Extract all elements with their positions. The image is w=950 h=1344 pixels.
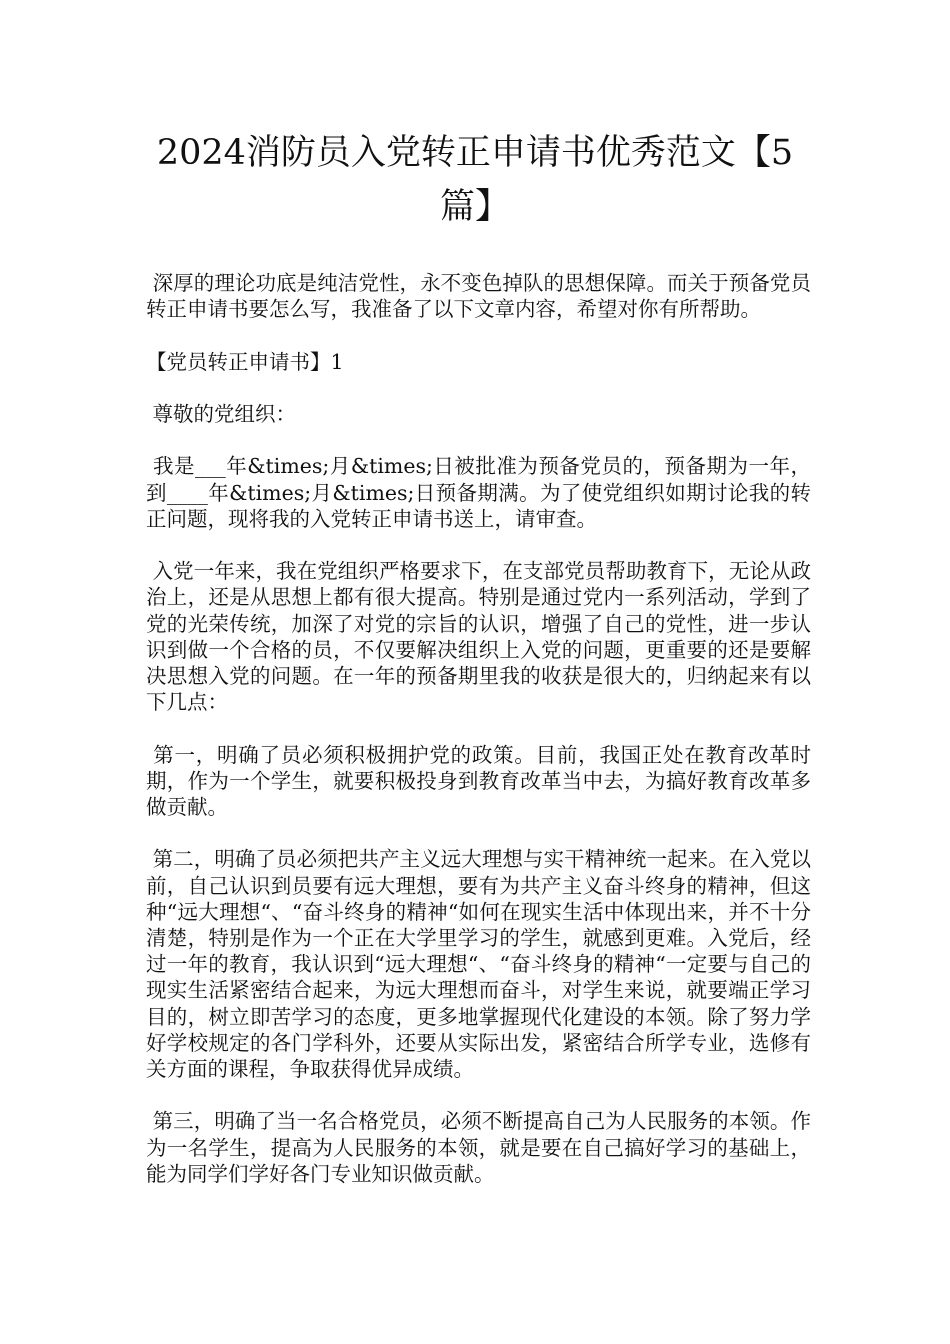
body-paragraph: 我是___年&times;月&times;日被批准为预备党员的，预备期为一年，到____年&times;月&times;日预备期满。为了使党组织如期讨论我的转正问题，现将我的入党转正申请书送上，请审查。 xyxy=(146,454,811,531)
intro-paragraph: 深厚的理论功底是纯洁党性，永不变色掉队的思想保障。而关于预备党员转正申请书要怎么写，我准备了以下文章内容，希望对你有所帮助。 xyxy=(146,271,811,322)
salutation: 尊敬的党组织： xyxy=(146,401,297,426)
body-paragraph: 第二，明确了员必须把共产主义远大理想与实干精神统一起来。在入党以前，自己认识到员要有远大理想，要有为共产主义奋斗终身的精神，但这种“远大理想“、“奋斗终身的精神“如何在现实生活中体现出来，并不十分清楚，特别是作为一个正在大学里学习的学生，就感到更难。入党后，经过一年的教育，我认识到“远大理想“、“奋斗终身的精神“一定要与自己的现实生活紧密结合起来，为远大理想而奋斗，对学生来说，就要端正学习目的，树立即苦学习的态度，更多地掌握现代化建设的本领。除了努力学好学校规定的各门学科外，还要从实际出发，紧密结合所学专业，选修有关方面的课程，争取获得优异成绩。 xyxy=(146,847,811,1081)
body-paragraph: 第三，明确了当一名合格党员，必须不断提高自己为人民服务的本领。作为一名学生，提高为人民服务的本领，就是要在自己搞好学习的基础上，能为同学们学好各门专业知识做贡献。 xyxy=(146,1109,811,1186)
body-paragraph: 入党一年来，我在党组织严格要求下，在支部党员帮助教育下，无论从政治上，还是从思想上都有很大提高。特别是通过党内一系列活动，学到了党的光荣传统，加深了对党的宗旨的认识，增强了自己的党性，进一步认识到做一个合格的员，不仅要解决组织上入党的问题，更重要的还是要解决思想入党的问题。在一年的预备期里我的收获是很大的，归纳起来有以下几点： xyxy=(146,559,811,715)
document-title: 2024消防员入党转正申请书优秀范文【5篇】 xyxy=(156,133,794,227)
body-paragraph: 第一，明确了员必须积极拥护党的政策。目前，我国正处在教育改革时期，作为一个学生，就要积极投身到教育改革当中去，为搞好教育改革多做贡献。 xyxy=(146,742,811,819)
section-heading: 【党员转正申请书】1 xyxy=(146,349,344,374)
document-body xyxy=(146,270,811,1213)
